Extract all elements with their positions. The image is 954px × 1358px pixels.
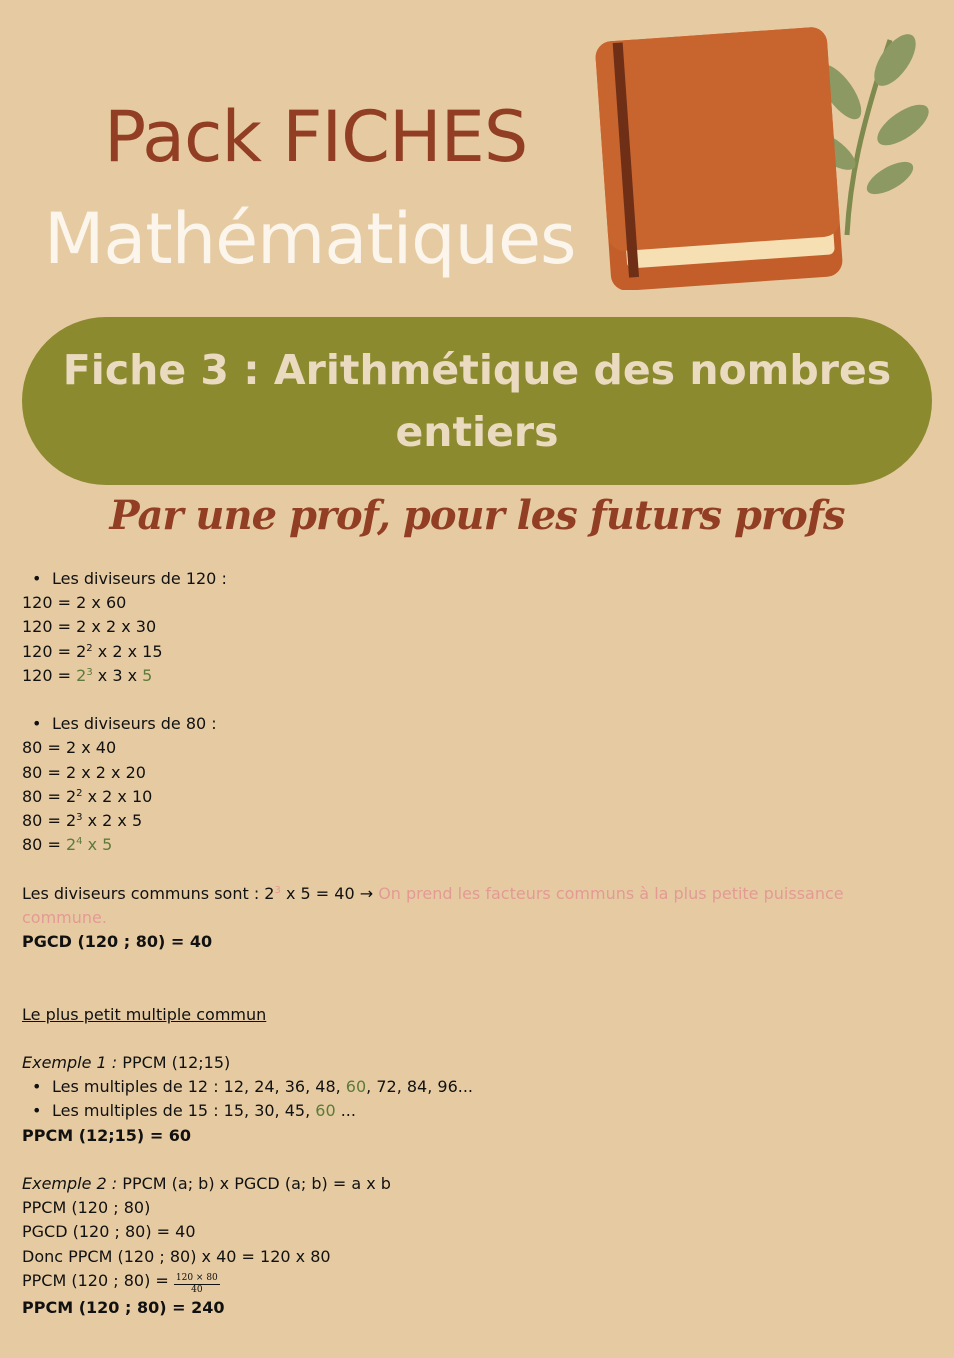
banner-title: Fiche 3 : Arithmétique des nombres entiers — [62, 346, 892, 456]
list-item: • Les diviseurs de 120 : — [32, 569, 227, 588]
subtitle: Par une prof, pour les futurs profs — [109, 492, 845, 539]
equation-line: 120 = 2 x 60 — [22, 593, 127, 613]
equation-line: 80 = 2 x 2 x 20 — [22, 762, 146, 782]
title-pack-fiches: Pack FICHES — [104, 96, 528, 178]
equation-line: $80 = 2^4$ x 5 — [22, 835, 113, 855]
book-icon — [595, 26, 844, 290]
pgcd-result: PGCD (120 ; 80) = 40 — [22, 932, 213, 952]
book-illustration — [585, 20, 930, 290]
main-content — [22, 567, 922, 1320]
equation-line: $120 = 2^2$ x 2 x 15 — [22, 641, 163, 661]
ppcm-result-2: PPCM (120 ; 80) = 240 — [22, 1297, 225, 1317]
title-banner — [22, 317, 932, 485]
equation-line: 120 = 2 x 2 x 30 — [22, 617, 157, 637]
equation-line: PPCM (120 ; 80) = $\frac{120 \times 80}{40}$ — [22, 1270, 218, 1295]
method-note: On prend les facteurs communs à la plus petite puissance commune. — [22, 883, 844, 927]
ppcm-result-1: PPCM (12;15) = 60 — [22, 1125, 192, 1145]
example-1-label: Exemple 1 : PPCM (12;15) — [22, 1052, 231, 1072]
example-2-label: Exemple 2 : PPCM (a; b) x PGCD (a; b) = a x b — [22, 1173, 391, 1193]
section-heading: Le plus petit multiple commun — [22, 1004, 267, 1024]
equation-line: 80 = 2 x 40 — [22, 738, 117, 758]
equation-line: PPCM (120 ; 80) — [22, 1198, 151, 1218]
equation-line: $80 = 2^2$ x 2 x 10 — [22, 786, 153, 806]
list-item: • Les multiples de 15 : 15, 30, 45, 60 ... — [32, 1101, 356, 1121]
equation-line: Donc PPCM (120 ; 80) x 40 = 120 x 80 — [22, 1246, 331, 1266]
equation-line: $120 = 2^3$ x 3 x 5 — [22, 665, 153, 685]
title-mathematiques: Mathématiques — [44, 198, 576, 280]
equation-line: $80 = 2^3$ x 2 x 5 — [22, 811, 143, 831]
equation-line: PGCD (120 ; 80) = 40 — [22, 1222, 196, 1242]
list-item: • Les multiples de 12 : 12, 24, 36, 48, 60, 72, 84, 96... — [32, 1077, 474, 1097]
common-divisors-line: Les diviseurs communs sont : $2^3$ x 5 = 40 → On prend les facteurs communs à la plus petite puissance commune. — [22, 883, 844, 927]
fraction: $\frac{120 \times 80}{40}$ — [175, 1272, 218, 1295]
list-item: • Les diviseurs de 80 : — [32, 714, 217, 734]
